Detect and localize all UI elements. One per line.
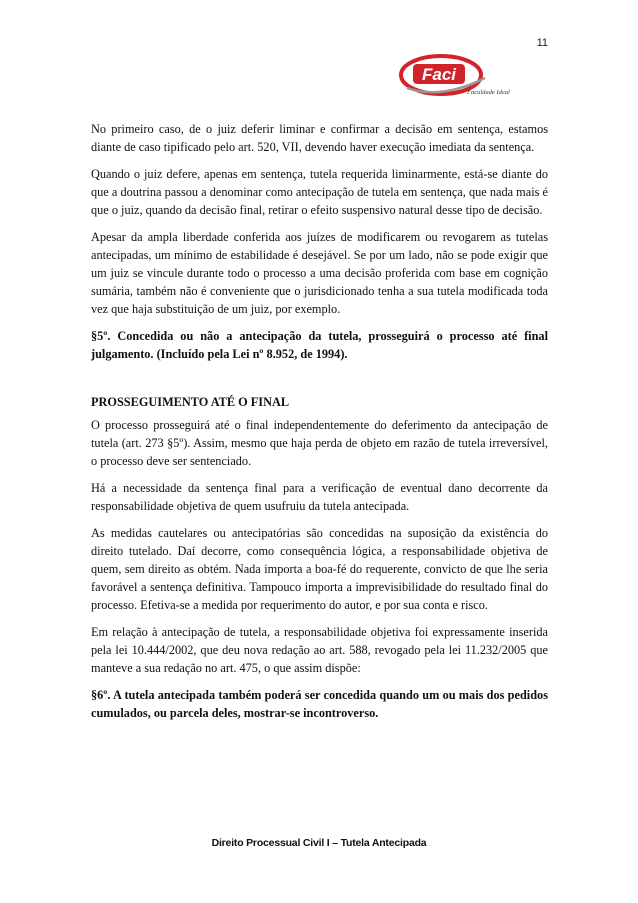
paragraph: Em relação à antecipação de tutela, a responsabilidade objetiva foi expressamente inserida pela lei 10.444/2002, que deu nova redação ao art. 588, revogado pela lei 11.232/2005 que manteve a sua redação no art. 475, o que assim dispõe: <box>91 625 548 675</box>
section-heading: PROSSEGUIMENTO ATÉ O FINAL <box>91 395 290 409</box>
paragraph: Quando o juiz defere, apenas em sentença, tutela requerida liminarmente, está-se diante do que a doutrina passou a denominar como antecipação de tutela em sentença, que nada mais é que o juiz, quando da decisão final, retirar o efeito suspensivo natural desse tipo de decisão. <box>91 167 548 217</box>
faculdade-ideal-logo <box>393 48 553 100</box>
legal-quote-paragraph: §6º. A tutela antecipada também poderá ser concedida quando um ou mais dos pedidos cumulados, ou parcela deles, mostrar-se incontroverso. <box>91 688 548 720</box>
logo-subtext: Faculdade Ideal <box>467 89 510 96</box>
page-number: 11 <box>536 37 548 49</box>
paragraph: Há a necessidade da sentença final para a verificação de eventual dano decorrente da responsabilidade objetiva de quem usufruiu da tutela antecipada. <box>91 481 548 513</box>
legal-quote-paragraph: §5º. Concedida ou não a antecipação da tutela, prosseguirá o processo até final julgamento. (Incluído pela Lei nº 8.952, de 1994). <box>91 329 548 361</box>
page-footer: Direito Processual Civil I – Tutela Antecipada <box>211 837 427 849</box>
logo-text: Faci <box>421 65 457 84</box>
paragraph: No primeiro caso, de o juiz deferir liminar e confirmar a decisão em sentença, estamos diante de caso tipificado pelo art. 520, VII, devendo haver execução imediata da sentença. <box>91 122 548 154</box>
paragraph: As medidas cautelares ou antecipatórias são concedidas na suposição da existência do direito tutelado. Daí decorre, como consequência lógica, a responsabilidade objetiva de quem, sem direito as obtém. Nada importa a boa-fé do requerente, convicto de que lhe seria favorável a sentença definitiva. Tampouco importa a imprevisibilidade do resultado final do processo. Efetiva-se a medida por requerimento do autor, e por sua conta e risco. <box>91 526 548 612</box>
paragraph: Apesar da ampla liberdade conferida aos juízes de modificarem ou revogarem as tutelas antecipadas, um mínimo de estabilidade é desejável. Se por um lado, não se pode exigir que um juiz se vincule durante todo o processo a uma decisão proferida com base em cognição sumária, também não é conveniente que o jurisdicionado tenha a sua tutela modificada toda vez que haja substituição de um juiz, por exemplo. <box>91 230 548 316</box>
paragraph: O processo prosseguirá até o final independentemente do deferimento da antecipação de tutela (art. 273 §5º). Assim, mesmo que haja perda de objeto em razão de tutela irreversível, o processo deve ser sentenciado. <box>91 418 548 468</box>
document-body <box>91 120 548 731</box>
